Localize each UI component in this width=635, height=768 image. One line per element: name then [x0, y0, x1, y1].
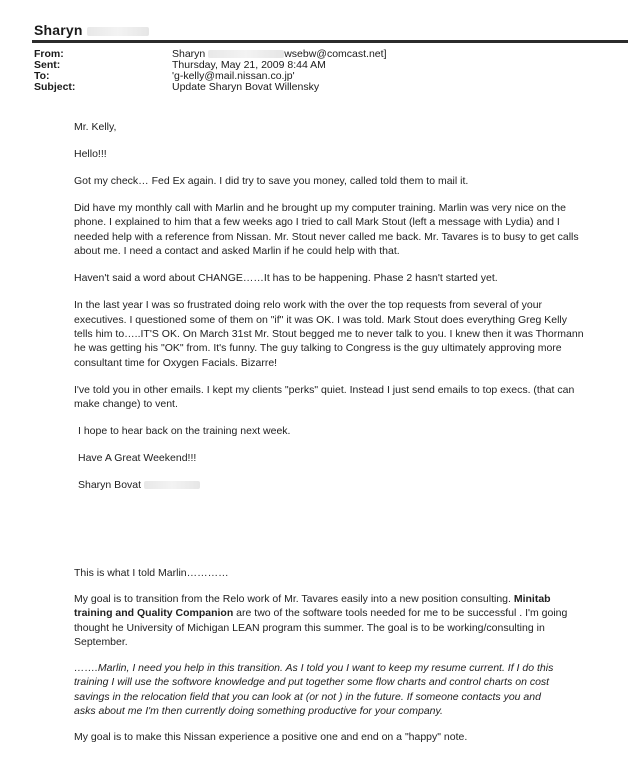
- paragraph-line: needed help with a reference from Nissan. Mr. Stout never called me back. Mr. Tavares is to busy to get calls: [74, 230, 579, 243]
- paragraph-line: he was getting his "OK" from. It's funny. The guy talking to Congress is the guy ultimately approving more: [74, 342, 562, 355]
- redacted-email-part: [208, 50, 284, 58]
- paragraph-line: …….Marlin, I need you help in this transition. As I told you I want to keep my resume current. If I do this: [74, 662, 554, 675]
- goal-text: are two of the software tools needed for me to be successful . I'm going: [233, 607, 568, 620]
- sent-label: Sent:: [34, 59, 61, 71]
- paragraph-closing: My goal is to make this Nissan experience a positive one and end on a "happy" note.: [74, 731, 468, 744]
- paragraph-line: I've told you in other emails. I kept my clients "perks" quiet. Instead I just send emails to top execs. (that can: [74, 383, 575, 396]
- paragraph-weekend: Have A Great Weekend!!!: [78, 452, 197, 465]
- paragraph-training: I hope to hear back on the training next week.: [78, 425, 291, 438]
- goal-bold-text: Minitab: [513, 592, 551, 605]
- from-label: From:: [34, 48, 64, 60]
- goal-bold-text: training and Quality Companion: [74, 607, 234, 620]
- paragraph-marlin-call: [74, 201, 619, 259]
- paragraph-line: savings in the relocation field that you can look at (or not ) in the future. If someone contacts you and: [74, 690, 541, 703]
- salutation: Mr. Kelly,: [74, 121, 117, 133]
- sent-value: Thursday, May 21, 2009 8:44 AM: [172, 59, 326, 71]
- subject-label: Subject:: [34, 81, 76, 93]
- forward-intro: This is what I told Marlin…………: [74, 567, 229, 579]
- goal-text: My goal is to transition from the Relo work of Mr. Tavares easily into a new position consulting.: [74, 592, 514, 605]
- subject-value: Update Sharyn Bovat Willensky: [172, 81, 320, 93]
- signature: [74, 478, 619, 492]
- paragraph-line: [74, 606, 624, 620]
- paragraph-help-request: [74, 661, 624, 719]
- to-label: To:: [34, 70, 50, 82]
- paragraph-goal: [74, 592, 624, 650]
- paragraph-line: consultant time for Oxygen Facials. Bizarre!: [74, 356, 278, 369]
- signature-name: Sharyn Bovat: [78, 479, 142, 492]
- header-divider: [32, 40, 628, 43]
- paragraph-perks: [74, 383, 619, 412]
- sender-first-name: Sharyn: [34, 22, 83, 38]
- paragraph-change: Haven't said a word about CHANGE……It has to be happening. Phase 2 hasn't started yet.: [74, 272, 498, 285]
- paragraph-line: make change) to vent.: [74, 398, 178, 411]
- paragraph-line: asks about me I'm then currently doing something productive for your company.: [74, 705, 443, 718]
- paragraph-line: tells him to…..IT'S OK. On March 31st Mr. Stout begged me to never talk to you. I knew then it was Thormann: [74, 328, 584, 341]
- redacted-surname: [87, 27, 149, 36]
- greeting: Hello!!!: [74, 148, 107, 160]
- paragraph-line: phone. I explained to him that a few weeks ago I tried to call Mark Stout (left a message with Lydia) and I: [74, 216, 560, 229]
- paragraph-line: thought he University of Michigan LEAN program this summer. The goal is to be working/consulting in: [74, 621, 545, 634]
- forwarded-message: [74, 566, 624, 756]
- paragraph-line: training I will use the softwore knowledge and put together some flow charts and control charts on cost: [74, 676, 550, 689]
- paragraph-line: Did have my monthly call with Marlin and he brought up my computer training. Marlin was very nice on the: [74, 202, 566, 214]
- paragraph-line: In the last year I was so frustrated doing relo work with the over the top requests from several of your: [74, 299, 543, 312]
- to-value: 'g-kelly@mail.nissan.co.jp': [172, 70, 295, 82]
- sender-name-heading: [34, 22, 149, 38]
- paragraph-line: about me. I need a contact and asked Marlin if he could help with that.: [74, 245, 400, 258]
- paragraph-line: September.: [74, 636, 128, 649]
- from-email-suffix: wsebw@comcast.net]: [284, 48, 387, 60]
- from-name: Sharyn: [172, 48, 206, 60]
- paragraph-line: [74, 592, 624, 606]
- paragraph-relo-work: [74, 298, 619, 370]
- redacted-signature-surname: [144, 481, 200, 489]
- letter-body: [74, 120, 619, 505]
- paragraph-line: executives. I questioned some of them on "if" it was OK. I was told. Mark Stout does everything Greg Kelly: [74, 313, 568, 326]
- paragraph-check: Got my check… Fed Ex again. I did try to save you money, called told them to mail it.: [74, 175, 469, 187]
